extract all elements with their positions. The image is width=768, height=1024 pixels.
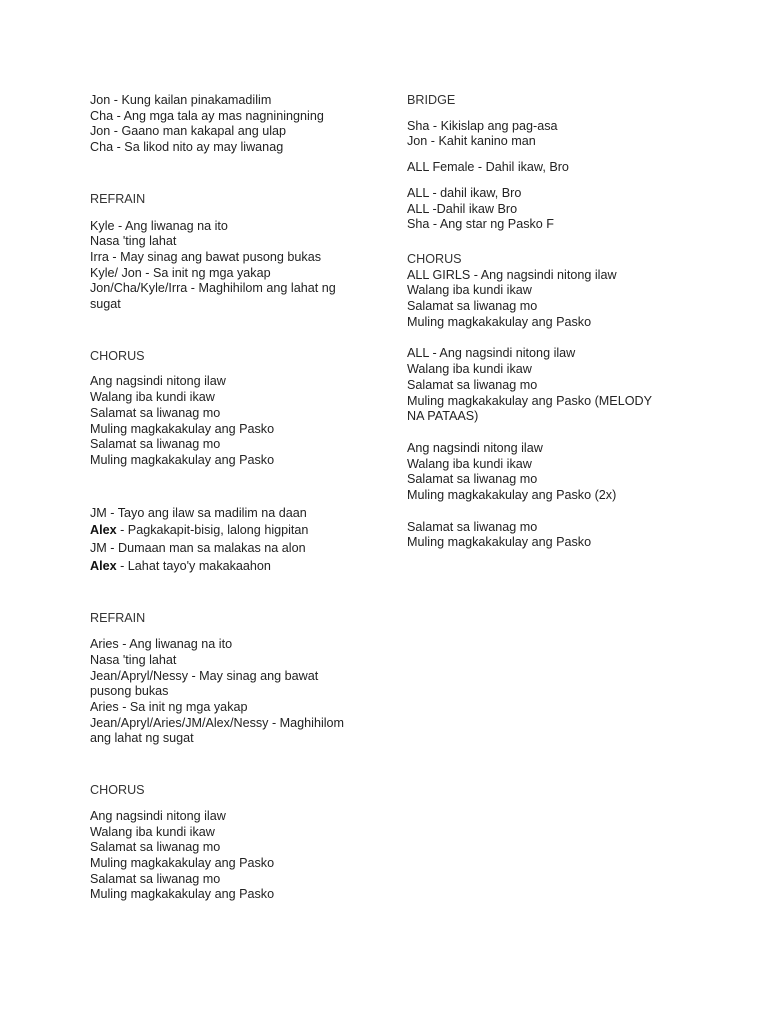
lyric-line: Jean/Apryl/Aries/JM/Alex/Nessy - Maghihilom ang lahat ng sugat xyxy=(90,715,345,746)
chorus-2 xyxy=(90,809,372,903)
lyric-line: Jon - Gaano man kakapal ang ulap xyxy=(90,124,287,139)
lyric-line: Nasa 'ting lahat xyxy=(90,234,177,249)
lyric-line: Muling magkakakulay ang Pasko (2x) xyxy=(407,488,617,503)
lyric-line: Jon/Cha/Kyle/Irra - Maghihilom ang lahat ng sugat xyxy=(90,281,336,312)
section-heading-chorus: CHORUS xyxy=(90,783,145,798)
lyric-text: JM - Tayo ang ilaw sa madilim na daan xyxy=(90,505,307,520)
lyric-line: Ang nagsindi nitong ilaw xyxy=(90,808,226,823)
section-heading-refrain: REFRAIN xyxy=(90,191,146,206)
lyric-line: Jon - Kahit kanino man xyxy=(407,134,536,149)
lyric-line: Ang nagsindi nitong ilaw xyxy=(90,374,226,389)
refrain-2-heading-wrap xyxy=(90,611,372,627)
lyric-line: Cha - Ang mga tala ay mas nagniningning xyxy=(90,108,324,123)
speaker-name: Alex xyxy=(90,523,117,538)
section-heading-bridge: BRIDGE xyxy=(407,93,456,107)
section-heading-chorus: CHORUS xyxy=(407,251,462,266)
lyric-line: Jean/Apryl/Nessy - May sinag ang bawat pusong bukas xyxy=(90,668,319,699)
lyric-line: Salamat sa liwanag mo xyxy=(407,472,538,487)
lyric-line: Walang iba kundi ikaw xyxy=(90,390,215,405)
lyric-line: ALL -Dahil ikaw Bro xyxy=(407,201,518,216)
lyric-line: Kyle - Ang liwanag na ito xyxy=(90,218,228,233)
verse-2 xyxy=(90,506,372,575)
lyric-line: Sha - Kikislap ang pag-asa xyxy=(407,118,558,133)
lyric-line: Kyle/ Jon - Sa init ng mga yakap xyxy=(90,265,271,280)
bridge-heading-wrap xyxy=(407,93,677,109)
lyric-line: Ang nagsindi nitong ilaw xyxy=(407,440,543,455)
lyric-line xyxy=(90,506,372,522)
bridge-1 xyxy=(407,119,677,150)
lyric-line: Walang iba kundi ikaw xyxy=(407,362,532,377)
lyric-line: Salamat sa liwanag mo xyxy=(407,519,538,534)
chorus-2-heading-wrap xyxy=(90,783,372,799)
lyric-line: Walang iba kundi ikaw xyxy=(407,456,532,471)
lyric-text: - Pagkakapit-bisig, lalong higpitan xyxy=(116,523,309,538)
refrain-1-heading-wrap xyxy=(90,192,372,208)
lyric-line: Salamat sa liwanag mo xyxy=(90,405,221,420)
lyric-line: Salamat sa liwanag mo xyxy=(407,377,538,392)
lyric-text: - Lahat tayo'y makakaahon xyxy=(116,558,271,573)
lyric-line: ALL GIRLS - Ang nagsindi nitong ilaw xyxy=(407,267,617,282)
chorus-c xyxy=(407,441,677,504)
chorus-a xyxy=(407,268,677,331)
chorus-heading-wrap xyxy=(407,252,677,268)
lyric-line: Muling magkakakulay ang Pasko xyxy=(90,855,275,870)
right-column xyxy=(407,93,677,551)
lyric-line: Muling magkakakulay ang Pasko (MELODY NA PATAAS) xyxy=(407,393,652,424)
bridge-3 xyxy=(407,186,677,233)
lyric-line: Irra - May sinag ang bawat pusong bukas xyxy=(90,249,322,264)
lyric-line: ALL Female - Dahil ikaw, Bro xyxy=(407,160,569,175)
bridge-2 xyxy=(407,160,677,176)
verse-1 xyxy=(90,93,372,156)
lyric-line: Aries - Sa init ng mga yakap xyxy=(90,699,248,714)
section-heading-refrain: REFRAIN xyxy=(90,611,146,626)
lyric-line: Muling magkakakulay ang Pasko xyxy=(90,452,275,467)
lyric-text: JM - Dumaan man sa malakas na alon xyxy=(90,541,306,556)
lyric-line: Muling magkakakulay ang Pasko xyxy=(407,314,592,329)
lyric-line: Walang iba kundi ikaw xyxy=(90,824,215,839)
lyric-line: Nasa 'ting lahat xyxy=(90,652,177,667)
chorus-1-heading-wrap xyxy=(90,349,372,365)
speaker-name: Alex xyxy=(90,558,117,573)
chorus-1 xyxy=(90,374,372,468)
lyric-line: Salamat sa liwanag mo xyxy=(90,840,221,855)
lyric-line: Muling magkakakulay ang Pasko xyxy=(90,421,275,436)
lyric-line xyxy=(90,523,372,539)
lyric-line: Muling magkakakulay ang Pasko xyxy=(90,887,275,902)
refrain-2 xyxy=(90,637,372,747)
refrain-1 xyxy=(90,219,372,313)
lyric-line: ALL - dahil ikaw, Bro xyxy=(407,185,522,200)
lyric-line: Salamat sa liwanag mo xyxy=(90,437,221,452)
section-heading-chorus: CHORUS xyxy=(90,348,145,363)
lyric-line: Cha - Sa likod nito ay may liwanag xyxy=(90,140,284,155)
lyric-line: Sha - Ang star ng Pasko F xyxy=(407,217,555,232)
lyric-line xyxy=(90,559,372,575)
lyric-line: Salamat sa liwanag mo xyxy=(90,871,221,886)
lyric-line: Muling magkakakulay ang Pasko xyxy=(407,535,592,550)
lyric-line: Walang iba kundi ikaw xyxy=(407,283,532,298)
left-column xyxy=(90,93,372,903)
chorus-b xyxy=(407,346,677,425)
lyric-line: Aries - Ang liwanag na ito xyxy=(90,637,233,652)
outro xyxy=(407,520,677,551)
lyric-line: Salamat sa liwanag mo xyxy=(407,299,538,314)
lyric-line xyxy=(90,541,372,557)
lyric-line: ALL - Ang nagsindi nitong ilaw xyxy=(407,346,576,361)
lyric-line: Jon - Kung kailan pinakamadilim xyxy=(90,93,272,107)
